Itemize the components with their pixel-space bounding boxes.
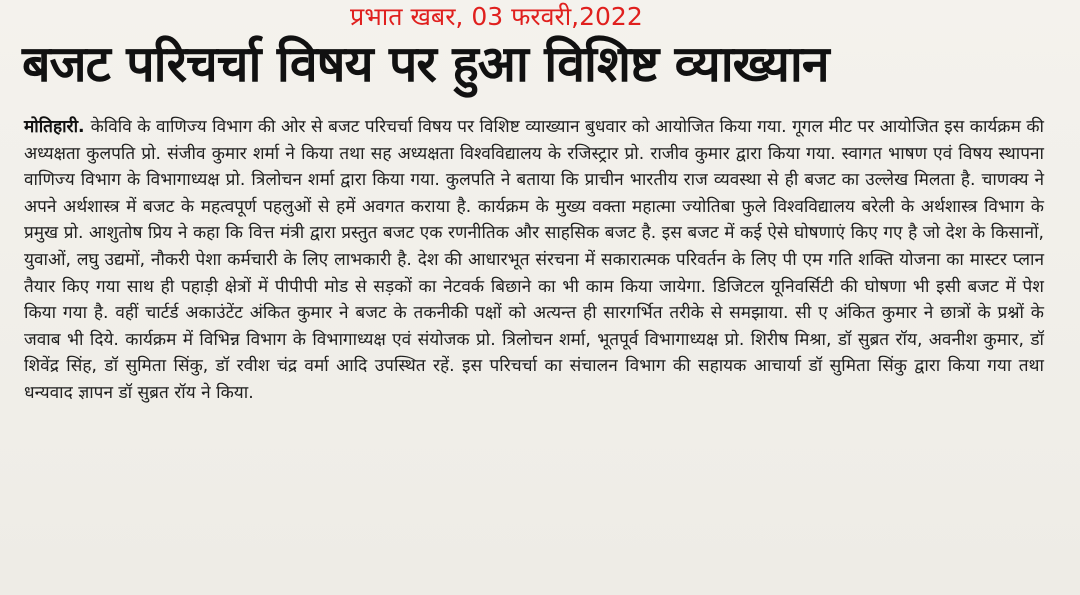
dateline: मोतिहारी. xyxy=(24,117,91,137)
article-body xyxy=(24,114,1044,407)
cropped-next-text xyxy=(700,578,1060,595)
article-text: केविवि के वाणिज्य विभाग की ओर से बजट परिचर्चा विषय पर विशिष्ट व्याख्यान बुधवार को आयोजित किया गया. गूगल मीट पर आयोजित इस कार्यक्रम की अध्यक्षता कुलपति प्रो. संजीव कुमार शर्मा ने किया तथा सह अध्यक्षता विश्वविद्यालय के रजिस्ट्रार प्रो. राजीव कुमार द्वारा किया गया. स्वागत भाषण एवं विषय स्थापना वाणिज्य विभाग के विभागाध्यक्ष प्रो. त्रिलोचन शर्मा द्वारा किया गया. कुलपति ने बताया कि प्राचीन भारतीय राज व्यवस्था से ही बजट का उल्लेख मिलता है. चाणक्य ने अपने अर्थशास्त्र में बजट के महत्वपूर्ण पहलुओं से हमें अवगत कराया है. कार्यक्रम के मुख्य वक्ता महात्मा ज्योतिबा फुले विश्वविद्यालय बरेली के अर्थशास्त्र विभाग के प्रमुख प्रो. आशुतोष प्रिय ने कहा कि वित्त मंत्री द्वारा प्रस्तुत बजट एक रणनीतिक और साहसिक बजट है. इस बजट में कई ऐसे घोषणाएं किए गए है जो देश के किसानों, युवाओं, लघु उद्यमों, नौकरी पेशा कर्मचारी के लिए लाभकारी है. देश की आधारभूत संरचना में सकारात्मक परिवर्तन के लिए पी एम गति शक्ति योजना का मास्टर प्लान तैयार किए गया साथ ही पहाड़ी क्षेत्रों में पीपीपी मोड से सड़कों का नेटवर्क बिछाने का भी काम किया जायेगा. डिजिटल यूनिवर्सिटी की घोषणा भी इसी बजट में पेश किया गया है. वहीं चार्टर्ड अकाउंटेंट अंकित कुमार ने बजट के तकनीकी पक्षों को अत्यन्त ही सारगर्भित तरीके से समझाया. सी ए अंकित कुमार ने छात्रों के प्रश्नों के जवाब भी दिये. कार्यक्रम में विभिन्न विभाग के विभागाध्यक्ष एवं संयोजक प्रो. त्रिलोचन शर्मा, भूतपूर्व विभागाध्यक्ष प्रो. शिरीष मिश्रा, डॉ सुब्रत रॉय, अवनीश कुमार, डॉ शिवेंद्र सिंह, डॉ सुमिता सिंकु, डॉ रवीश चंद्र वर्मा आदि उपस्थित रहें. इस परिचर्चा का संचालन विभाग की सहायक आचार्या डॉ सुमिता सिंकु द्वारा किया गया तथा धन्यवाद ज्ञापन डॉ सुब्रत रॉय ने किया. xyxy=(24,117,1044,403)
source-annotation: प्रभात खबर, 03 फरवरी,2022 xyxy=(350,2,643,31)
headline: बजट परिचर्चा विषय पर हुआ विशिष्ट व्याख्यान xyxy=(22,35,829,93)
